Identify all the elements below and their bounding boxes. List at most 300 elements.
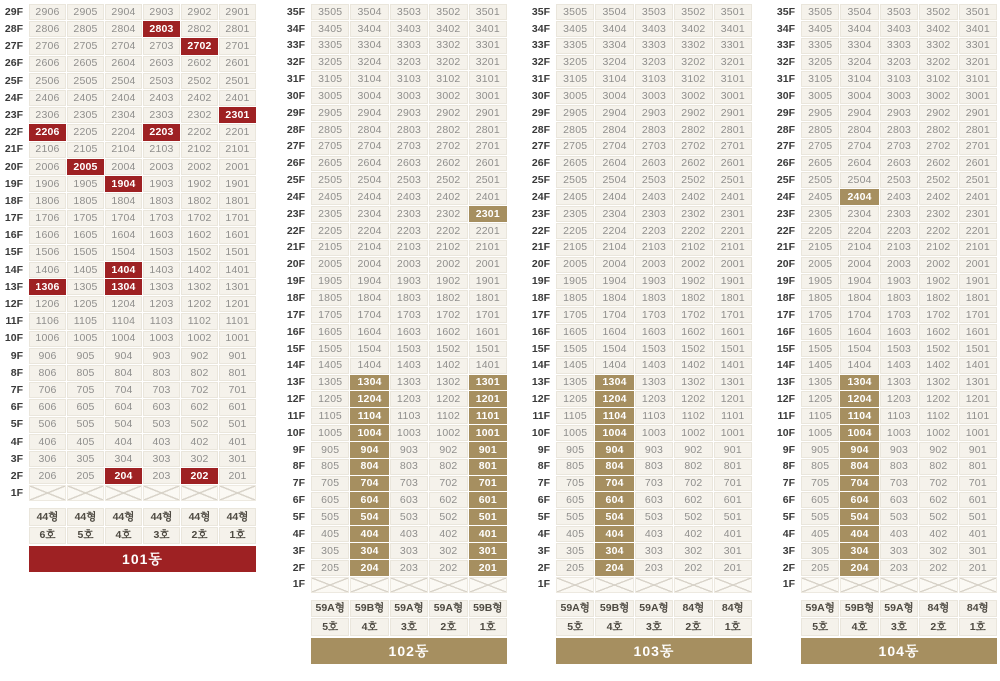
unit-cell[interactable]: 3201: [469, 55, 507, 71]
unit-cell[interactable]: 1802: [674, 290, 712, 306]
unit-cell[interactable]: 2804: [105, 21, 142, 37]
unit-cell[interactable]: 1303: [635, 375, 673, 391]
unit-cell[interactable]: 2203: [143, 124, 180, 140]
unit-cell[interactable]: 602: [181, 399, 218, 415]
unit-cell[interactable]: 2402: [429, 189, 467, 205]
unit-cell[interactable]: 3304: [840, 38, 878, 54]
unit-cell[interactable]: 2804: [840, 122, 878, 138]
unit-cell[interactable]: 403: [880, 526, 918, 542]
unit-cell[interactable]: 804: [350, 459, 388, 475]
unit-cell[interactable]: 1402: [181, 262, 218, 278]
unit-cell[interactable]: 1603: [635, 324, 673, 340]
unit-cell[interactable]: 1405: [556, 358, 594, 374]
unit-cell[interactable]: 3501: [714, 4, 752, 20]
unit-cell[interactable]: 2503: [143, 73, 180, 89]
unit-cell[interactable]: 3004: [840, 88, 878, 104]
unit-cell[interactable]: 1802: [429, 290, 467, 306]
unit-cell[interactable]: 2802: [919, 122, 957, 138]
unit-cell[interactable]: 1502: [429, 341, 467, 357]
unit-cell[interactable]: 202: [919, 560, 957, 576]
unit-cell[interactable]: 206: [29, 468, 66, 484]
unit-cell[interactable]: 3404: [595, 21, 633, 37]
unit-cell[interactable]: 1001: [219, 331, 256, 347]
unit-cell[interactable]: 202: [181, 468, 218, 484]
unit-cell[interactable]: 201: [469, 560, 507, 576]
unit-cell[interactable]: 1102: [181, 313, 218, 329]
unit-cell[interactable]: 1604: [595, 324, 633, 340]
unit-cell[interactable]: 1704: [350, 307, 388, 323]
unit-cell[interactable]: 3303: [390, 38, 428, 54]
unit-cell[interactable]: 401: [219, 434, 256, 450]
unit-cell[interactable]: 1905: [311, 274, 349, 290]
unit-cell[interactable]: 2604: [350, 156, 388, 172]
unit-cell[interactable]: 2601: [714, 156, 752, 172]
unit-cell[interactable]: 1403: [880, 358, 918, 374]
unit-cell[interactable]: 2003: [390, 257, 428, 273]
unit-cell[interactable]: 502: [181, 417, 218, 433]
unit-cell[interactable]: 2105: [311, 240, 349, 256]
unit-cell[interactable]: 2102: [429, 240, 467, 256]
unit-cell[interactable]: 2602: [429, 156, 467, 172]
unit-cell[interactable]: 1305: [311, 375, 349, 391]
unit-cell[interactable]: 1005: [556, 425, 594, 441]
unit-cell[interactable]: 3101: [469, 71, 507, 87]
unit-cell[interactable]: 2505: [67, 73, 104, 89]
unit-cell[interactable]: 703: [635, 476, 673, 492]
unit-cell[interactable]: 306: [29, 451, 66, 467]
unit-cell[interactable]: 1601: [469, 324, 507, 340]
unit-cell[interactable]: 3202: [919, 55, 957, 71]
unit-cell[interactable]: 604: [105, 399, 142, 415]
unit-cell[interactable]: 405: [67, 434, 104, 450]
unit-cell[interactable]: 304: [840, 543, 878, 559]
unit-cell[interactable]: 2901: [714, 105, 752, 121]
unit-cell[interactable]: 2404: [350, 189, 388, 205]
unit-cell[interactable]: 3105: [801, 71, 839, 87]
unit-cell[interactable]: 1205: [801, 391, 839, 407]
unit-cell[interactable]: 1004: [595, 425, 633, 441]
unit-cell[interactable]: 1501: [219, 245, 256, 261]
unit-cell[interactable]: 201: [219, 468, 256, 484]
unit-cell[interactable]: 3205: [801, 55, 839, 71]
unit-cell[interactable]: 703: [390, 476, 428, 492]
unit-cell[interactable]: 801: [219, 365, 256, 381]
unit-cell[interactable]: 2903: [390, 105, 428, 121]
unit-cell[interactable]: 201: [714, 560, 752, 576]
unit-cell[interactable]: 1402: [429, 358, 467, 374]
unit-cell[interactable]: 3502: [674, 4, 712, 20]
unit-cell[interactable]: 1003: [880, 425, 918, 441]
unit-cell[interactable]: 1404: [105, 262, 142, 278]
unit-cell[interactable]: 502: [919, 509, 957, 525]
unit-cell[interactable]: 304: [595, 543, 633, 559]
unit-cell[interactable]: 904: [595, 442, 633, 458]
unit-cell[interactable]: 1802: [181, 193, 218, 209]
unit-cell[interactable]: 804: [595, 459, 633, 475]
unit-cell[interactable]: 1402: [674, 358, 712, 374]
unit-cell[interactable]: 3002: [919, 88, 957, 104]
unit-cell[interactable]: 1204: [840, 391, 878, 407]
unit-cell[interactable]: 301: [959, 543, 997, 559]
unit-cell[interactable]: 2603: [390, 156, 428, 172]
unit-cell[interactable]: 2501: [469, 172, 507, 188]
unit-cell[interactable]: 402: [429, 526, 467, 542]
unit-cell[interactable]: 1803: [390, 290, 428, 306]
unit-cell[interactable]: 905: [556, 442, 594, 458]
unit-cell[interactable]: 1803: [635, 290, 673, 306]
unit-cell[interactable]: 902: [181, 348, 218, 364]
unit-cell[interactable]: 1305: [556, 375, 594, 391]
unit-cell[interactable]: 2504: [350, 172, 388, 188]
unit-cell[interactable]: 1102: [674, 408, 712, 424]
unit-cell[interactable]: 2501: [714, 172, 752, 188]
unit-cell[interactable]: 1105: [801, 408, 839, 424]
unit-cell[interactable]: 1601: [219, 227, 256, 243]
unit-cell[interactable]: 1605: [311, 324, 349, 340]
unit-cell[interactable]: 2503: [635, 172, 673, 188]
unit-cell[interactable]: 606: [29, 399, 66, 415]
unit-cell[interactable]: 3304: [595, 38, 633, 54]
unit-cell[interactable]: 305: [311, 543, 349, 559]
unit-cell[interactable]: 2303: [880, 206, 918, 222]
unit-cell[interactable]: 1201: [219, 296, 256, 312]
unit-cell[interactable]: 303: [880, 543, 918, 559]
unit-cell[interactable]: 1202: [674, 391, 712, 407]
unit-cell[interactable]: 202: [429, 560, 467, 576]
unit-cell[interactable]: 3501: [959, 4, 997, 20]
unit-cell[interactable]: 2104: [105, 142, 142, 158]
unit-cell[interactable]: 2303: [635, 206, 673, 222]
unit-cell[interactable]: 1401: [714, 358, 752, 374]
unit-cell[interactable]: 1804: [595, 290, 633, 306]
unit-cell[interactable]: 3204: [840, 55, 878, 71]
unit-cell[interactable]: 2704: [105, 38, 142, 54]
unit-cell[interactable]: 803: [143, 365, 180, 381]
unit-cell[interactable]: 1704: [840, 307, 878, 323]
unit-cell[interactable]: 1804: [840, 290, 878, 306]
unit-cell[interactable]: 1502: [919, 341, 957, 357]
unit-cell[interactable]: 402: [674, 526, 712, 542]
unit-cell[interactable]: 2105: [67, 142, 104, 158]
unit-cell[interactable]: 2004: [105, 159, 142, 175]
unit-cell[interactable]: 3101: [714, 71, 752, 87]
unit-cell[interactable]: 1201: [959, 391, 997, 407]
unit-cell[interactable]: 1003: [635, 425, 673, 441]
unit-cell[interactable]: 406: [29, 434, 66, 450]
unit-cell[interactable]: 2605: [67, 56, 104, 72]
unit-cell[interactable]: 905: [67, 348, 104, 364]
unit-cell[interactable]: 1001: [959, 425, 997, 441]
unit-cell[interactable]: 2402: [919, 189, 957, 205]
unit-cell[interactable]: 1902: [919, 274, 957, 290]
unit-cell[interactable]: 3302: [919, 38, 957, 54]
unit-cell[interactable]: 304: [350, 543, 388, 559]
unit-cell[interactable]: 901: [469, 442, 507, 458]
unit-cell[interactable]: 1903: [880, 274, 918, 290]
unit-cell[interactable]: 3103: [390, 71, 428, 87]
unit-cell[interactable]: 603: [635, 492, 673, 508]
unit-cell[interactable]: 602: [429, 492, 467, 508]
unit-cell[interactable]: 2405: [311, 189, 349, 205]
unit-cell[interactable]: 2003: [880, 257, 918, 273]
unit-cell[interactable]: 402: [919, 526, 957, 542]
unit-cell[interactable]: 2501: [219, 73, 256, 89]
unit-cell[interactable]: 501: [219, 417, 256, 433]
unit-cell[interactable]: 602: [919, 492, 957, 508]
unit-cell[interactable]: 1303: [143, 279, 180, 295]
unit-cell[interactable]: 1901: [959, 274, 997, 290]
unit-cell[interactable]: 2302: [429, 206, 467, 222]
unit-cell[interactable]: 302: [429, 543, 467, 559]
unit-cell[interactable]: 805: [556, 459, 594, 475]
unit-cell[interactable]: 1202: [919, 391, 957, 407]
unit-cell[interactable]: 1401: [219, 262, 256, 278]
unit-cell[interactable]: 1903: [390, 274, 428, 290]
unit-cell[interactable]: 1605: [556, 324, 594, 340]
unit-cell[interactable]: 2405: [67, 90, 104, 106]
unit-cell[interactable]: 2102: [181, 142, 218, 158]
unit-cell[interactable]: 1005: [311, 425, 349, 441]
unit-cell[interactable]: 2701: [714, 139, 752, 155]
unit-cell[interactable]: 402: [181, 434, 218, 450]
unit-cell[interactable]: 506: [29, 417, 66, 433]
unit-cell[interactable]: 301: [219, 451, 256, 467]
unit-cell[interactable]: 501: [469, 509, 507, 525]
unit-cell[interactable]: 801: [714, 459, 752, 475]
unit-cell[interactable]: 1602: [429, 324, 467, 340]
unit-cell[interactable]: 2604: [105, 56, 142, 72]
unit-cell[interactable]: 2806: [29, 21, 66, 37]
unit-cell[interactable]: 1103: [880, 408, 918, 424]
unit-cell[interactable]: 405: [311, 526, 349, 542]
unit-cell[interactable]: 1202: [181, 296, 218, 312]
unit-cell[interactable]: 2701: [219, 38, 256, 54]
unit-cell[interactable]: 2703: [390, 139, 428, 155]
unit-cell[interactable]: 3505: [311, 4, 349, 20]
unit-cell[interactable]: 1305: [801, 375, 839, 391]
unit-cell[interactable]: 801: [469, 459, 507, 475]
unit-cell[interactable]: 802: [429, 459, 467, 475]
unit-cell[interactable]: 2504: [840, 172, 878, 188]
unit-cell[interactable]: 2605: [311, 156, 349, 172]
unit-cell[interactable]: 1006: [29, 331, 66, 347]
unit-cell[interactable]: 2202: [429, 223, 467, 239]
unit-cell[interactable]: 2703: [635, 139, 673, 155]
unit-cell[interactable]: 2103: [880, 240, 918, 256]
unit-cell[interactable]: 802: [674, 459, 712, 475]
unit-cell[interactable]: 701: [714, 476, 752, 492]
unit-cell[interactable]: 1104: [350, 408, 388, 424]
unit-cell[interactable]: 2003: [635, 257, 673, 273]
unit-cell[interactable]: 2305: [801, 206, 839, 222]
unit-cell[interactable]: 1402: [919, 358, 957, 374]
unit-cell[interactable]: 3103: [880, 71, 918, 87]
unit-cell[interactable]: 2502: [181, 73, 218, 89]
unit-cell[interactable]: 3505: [556, 4, 594, 20]
unit-cell[interactable]: 1103: [390, 408, 428, 424]
unit-cell[interactable]: 804: [840, 459, 878, 475]
unit-cell[interactable]: 2602: [181, 56, 218, 72]
unit-cell[interactable]: 1204: [350, 391, 388, 407]
unit-cell[interactable]: 603: [143, 399, 180, 415]
unit-cell[interactable]: 1905: [801, 274, 839, 290]
unit-cell[interactable]: 2905: [67, 4, 104, 20]
unit-cell[interactable]: 505: [556, 509, 594, 525]
unit-cell[interactable]: 2303: [143, 107, 180, 123]
unit-cell[interactable]: 1605: [801, 324, 839, 340]
unit-cell[interactable]: 405: [801, 526, 839, 542]
unit-cell[interactable]: 1203: [143, 296, 180, 312]
unit-cell[interactable]: 2906: [29, 4, 66, 20]
unit-cell[interactable]: 1702: [674, 307, 712, 323]
unit-cell[interactable]: 1004: [105, 331, 142, 347]
unit-cell[interactable]: 3405: [311, 21, 349, 37]
unit-cell[interactable]: 203: [635, 560, 673, 576]
unit-cell[interactable]: 305: [67, 451, 104, 467]
unit-cell[interactable]: 2001: [469, 257, 507, 273]
unit-cell[interactable]: 2403: [390, 189, 428, 205]
unit-cell[interactable]: 2204: [595, 223, 633, 239]
unit-cell[interactable]: 1805: [801, 290, 839, 306]
unit-cell[interactable]: 3004: [595, 88, 633, 104]
unit-cell[interactable]: 2101: [219, 142, 256, 158]
unit-cell[interactable]: 2305: [67, 107, 104, 123]
unit-cell[interactable]: 2301: [469, 206, 507, 222]
unit-cell[interactable]: 902: [429, 442, 467, 458]
unit-cell[interactable]: 3203: [635, 55, 673, 71]
unit-cell[interactable]: 2805: [67, 21, 104, 37]
unit-cell[interactable]: 2001: [219, 159, 256, 175]
unit-cell[interactable]: 1005: [801, 425, 839, 441]
unit-cell[interactable]: 1501: [714, 341, 752, 357]
unit-cell[interactable]: 2901: [959, 105, 997, 121]
unit-cell[interactable]: 2002: [919, 257, 957, 273]
unit-cell[interactable]: 2904: [840, 105, 878, 121]
unit-cell[interactable]: 1304: [595, 375, 633, 391]
unit-cell[interactable]: 2101: [959, 240, 997, 256]
unit-cell[interactable]: 1205: [556, 391, 594, 407]
unit-cell[interactable]: 502: [674, 509, 712, 525]
unit-cell[interactable]: 601: [219, 399, 256, 415]
unit-cell[interactable]: 2303: [390, 206, 428, 222]
unit-cell[interactable]: 2503: [880, 172, 918, 188]
unit-cell[interactable]: 301: [714, 543, 752, 559]
unit-cell[interactable]: 2305: [311, 206, 349, 222]
unit-cell[interactable]: 1501: [469, 341, 507, 357]
unit-cell[interactable]: 2205: [556, 223, 594, 239]
unit-cell[interactable]: 2905: [801, 105, 839, 121]
unit-cell[interactable]: 1906: [29, 176, 66, 192]
unit-cell[interactable]: 2902: [429, 105, 467, 121]
unit-cell[interactable]: 2204: [840, 223, 878, 239]
unit-cell[interactable]: 2505: [801, 172, 839, 188]
unit-cell[interactable]: 2904: [105, 4, 142, 20]
unit-cell[interactable]: 502: [429, 509, 467, 525]
unit-cell[interactable]: 2705: [311, 139, 349, 155]
unit-cell[interactable]: 503: [390, 509, 428, 525]
unit-cell[interactable]: 1705: [801, 307, 839, 323]
unit-cell[interactable]: 3401: [959, 21, 997, 37]
unit-cell[interactable]: 1702: [429, 307, 467, 323]
unit-cell[interactable]: 3405: [556, 21, 594, 37]
unit-cell[interactable]: 1904: [595, 274, 633, 290]
unit-cell[interactable]: 1904: [840, 274, 878, 290]
unit-cell[interactable]: 303: [635, 543, 673, 559]
unit-cell[interactable]: 2001: [714, 257, 752, 273]
unit-cell[interactable]: 2205: [801, 223, 839, 239]
unit-cell[interactable]: 2702: [181, 38, 218, 54]
unit-cell[interactable]: 2102: [674, 240, 712, 256]
unit-cell[interactable]: 3001: [959, 88, 997, 104]
unit-cell[interactable]: 3305: [556, 38, 594, 54]
unit-cell[interactable]: 1504: [840, 341, 878, 357]
unit-cell[interactable]: 501: [959, 509, 997, 525]
unit-cell[interactable]: 1102: [919, 408, 957, 424]
unit-cell[interactable]: 2201: [469, 223, 507, 239]
unit-cell[interactable]: 1404: [595, 358, 633, 374]
unit-cell[interactable]: 2606: [29, 56, 66, 72]
unit-cell[interactable]: 2703: [143, 38, 180, 54]
unit-cell[interactable]: 3202: [674, 55, 712, 71]
unit-cell[interactable]: 3102: [919, 71, 957, 87]
unit-cell[interactable]: 3403: [880, 21, 918, 37]
unit-cell[interactable]: 1302: [181, 279, 218, 295]
unit-cell[interactable]: 305: [556, 543, 594, 559]
unit-cell[interactable]: 504: [840, 509, 878, 525]
unit-cell[interactable]: 1005: [67, 331, 104, 347]
unit-cell[interactable]: 1606: [29, 227, 66, 243]
unit-cell[interactable]: 1602: [181, 227, 218, 243]
unit-cell[interactable]: 1001: [714, 425, 752, 441]
unit-cell[interactable]: 3504: [595, 4, 633, 20]
unit-cell[interactable]: 1001: [469, 425, 507, 441]
unit-cell[interactable]: 2103: [635, 240, 673, 256]
unit-cell[interactable]: 3402: [674, 21, 712, 37]
unit-cell[interactable]: 404: [350, 526, 388, 542]
unit-cell[interactable]: 605: [801, 492, 839, 508]
unit-cell[interactable]: 2103: [143, 142, 180, 158]
unit-cell[interactable]: 1503: [635, 341, 673, 357]
unit-cell[interactable]: 2106: [29, 142, 66, 158]
unit-cell[interactable]: 503: [143, 417, 180, 433]
unit-cell[interactable]: 1706: [29, 210, 66, 226]
unit-cell[interactable]: 2005: [556, 257, 594, 273]
unit-cell[interactable]: 1101: [219, 313, 256, 329]
unit-cell[interactable]: 1801: [714, 290, 752, 306]
unit-cell[interactable]: 2601: [219, 56, 256, 72]
unit-cell[interactable]: 702: [429, 476, 467, 492]
unit-cell[interactable]: 603: [390, 492, 428, 508]
unit-cell[interactable]: 1304: [350, 375, 388, 391]
unit-cell[interactable]: 2001: [959, 257, 997, 273]
unit-cell[interactable]: 3203: [880, 55, 918, 71]
unit-cell[interactable]: 2502: [674, 172, 712, 188]
unit-cell[interactable]: 2205: [67, 124, 104, 140]
unit-cell[interactable]: 2802: [429, 122, 467, 138]
unit-cell[interactable]: 203: [880, 560, 918, 576]
unit-cell[interactable]: 1405: [311, 358, 349, 374]
unit-cell[interactable]: 2102: [919, 240, 957, 256]
unit-cell[interactable]: 504: [595, 509, 633, 525]
unit-cell[interactable]: 1905: [556, 274, 594, 290]
unit-cell[interactable]: 703: [880, 476, 918, 492]
unit-cell[interactable]: 2104: [350, 240, 388, 256]
unit-cell[interactable]: 905: [311, 442, 349, 458]
unit-cell[interactable]: 2706: [29, 38, 66, 54]
unit-cell[interactable]: 602: [674, 492, 712, 508]
unit-cell[interactable]: 2006: [29, 159, 66, 175]
unit-cell[interactable]: 805: [311, 459, 349, 475]
